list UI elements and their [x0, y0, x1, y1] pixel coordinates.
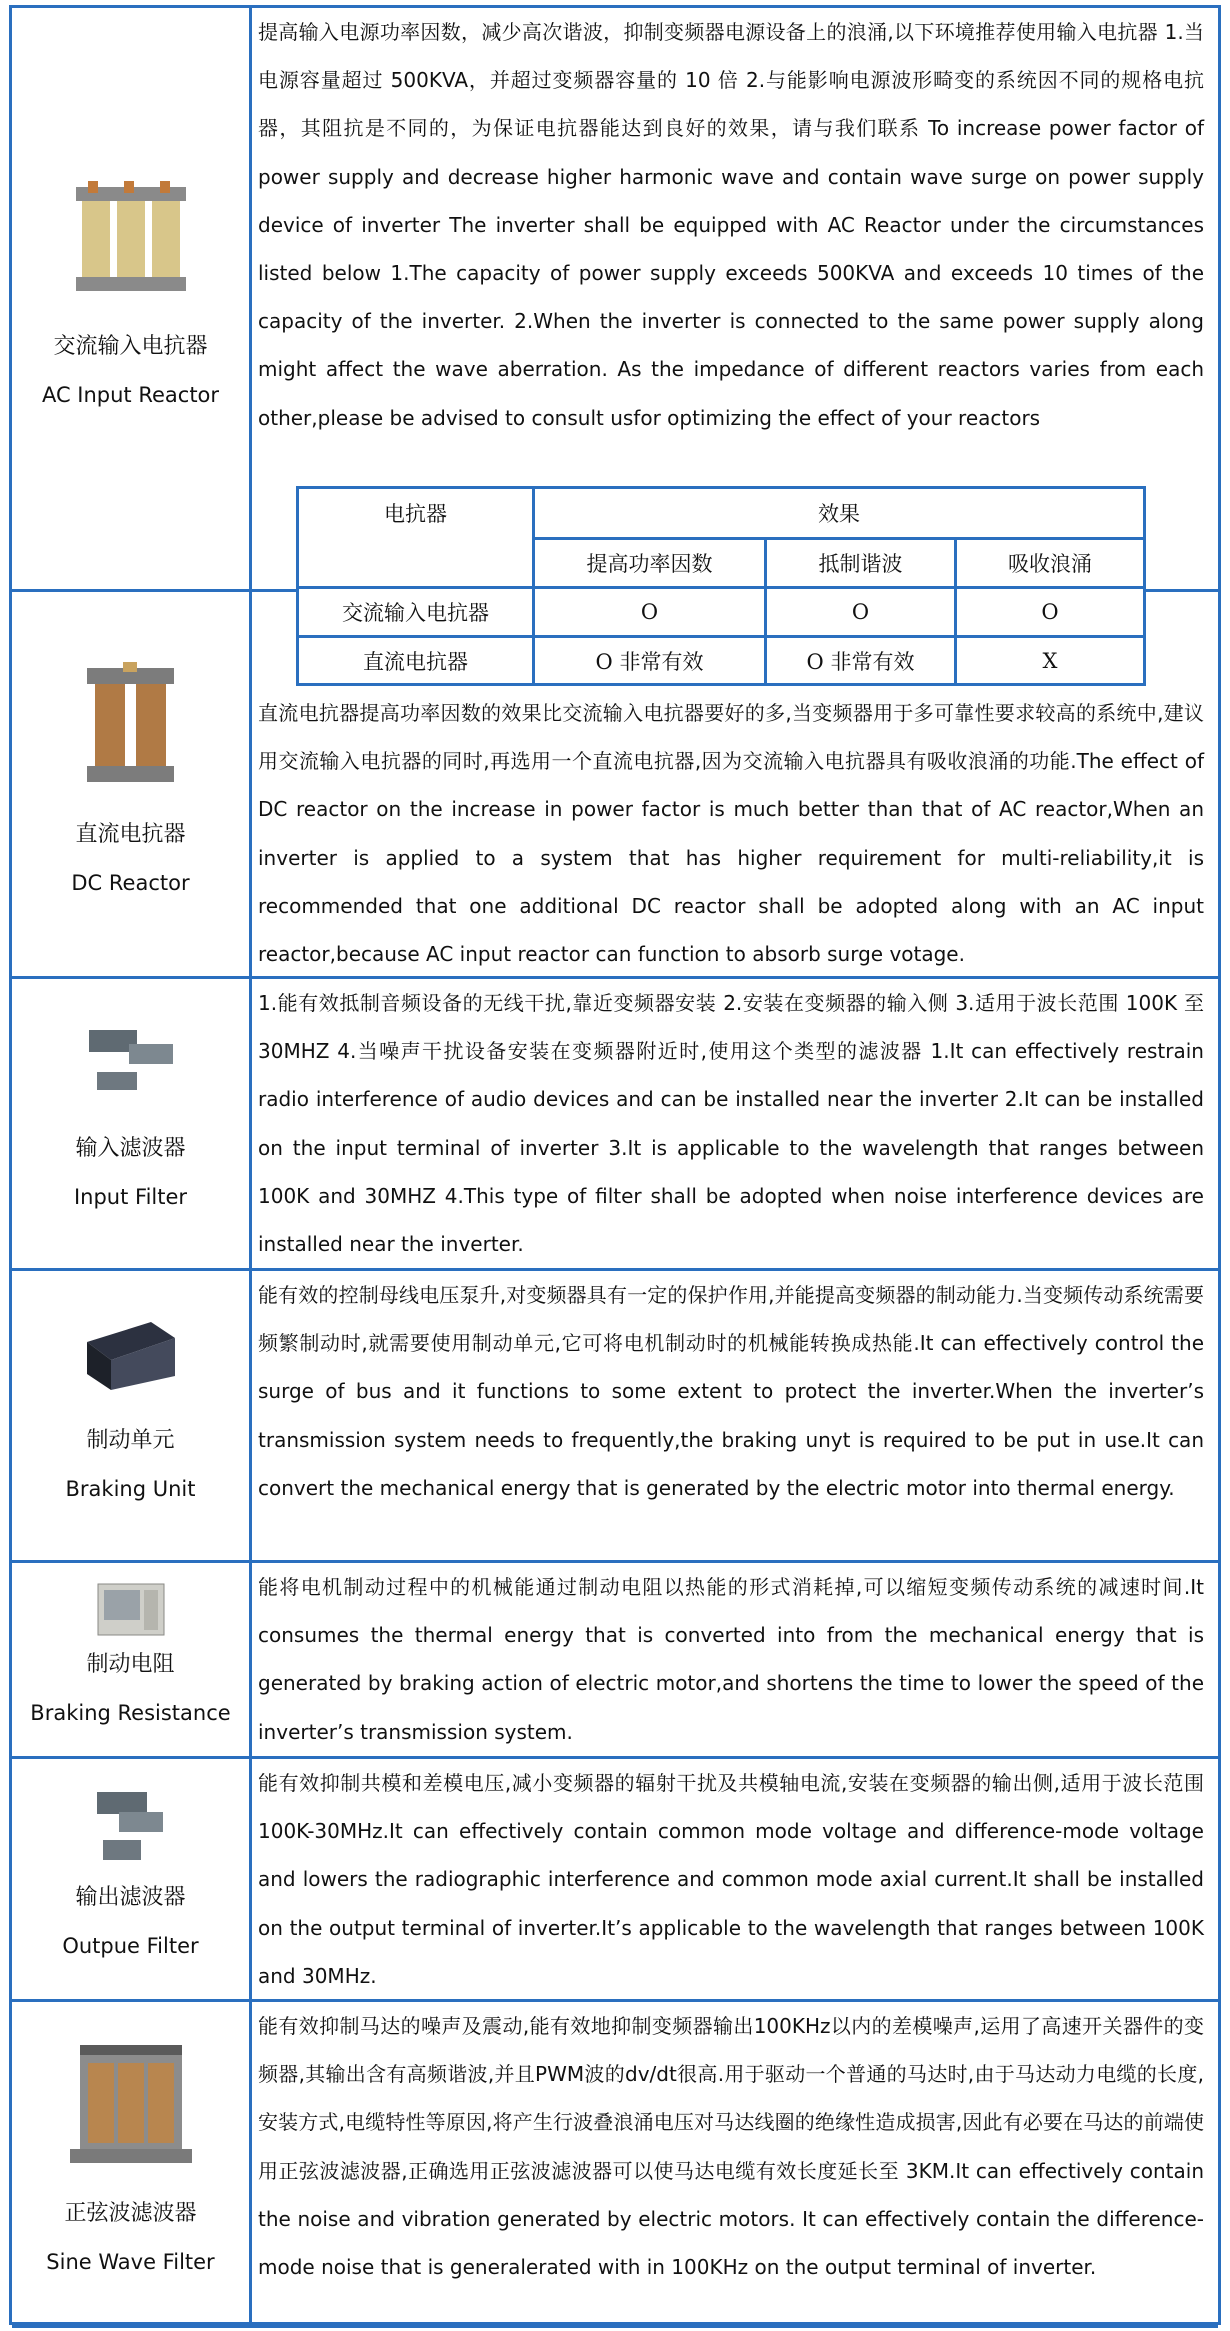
cell-value: O — [640, 600, 659, 624]
description-cell — [252, 1271, 1218, 1560]
cell-value: O — [851, 600, 870, 624]
description-cell — [252, 2002, 1218, 2325]
cell-value: O — [1041, 600, 1059, 624]
cell-value: O 非常有效 — [806, 649, 915, 674]
subheader-surge: 吸收浪涌 — [1008, 552, 1092, 576]
description-text: 能将电机制动过程中的机械能通过制动电阻以热能的形式消耗掉,可以缩短变频传动系统的减速时间.It consumes the thermal energy that is converted into from the mechanical energy that is generated by braking action of electric motor,and shortens the time to lower the speed of the inverter’s transmission system. — [258, 1575, 1204, 1744]
row-title-en: Braking Unit — [65, 1477, 196, 1501]
cell-value: X — [1042, 648, 1058, 673]
dc-reactor-image — [83, 662, 178, 787]
row-braking-unit — [12, 1271, 1218, 1563]
row-title-en: AC Input Reactor — [41, 382, 220, 407]
description-cell — [252, 1563, 1218, 1756]
braking-resistor-image — [96, 1582, 166, 1637]
row-title-en: Input Filter — [73, 1185, 188, 1209]
label-cell — [12, 1271, 252, 1560]
description-cell — [252, 1759, 1218, 1999]
row-name: 交流输入电抗器 — [342, 601, 489, 625]
row-title-cn: 直流电抗器 — [75, 821, 186, 847]
label-cell — [12, 979, 252, 1268]
header-reactor: 电抗器 — [384, 502, 447, 526]
input-filter-image — [83, 1026, 178, 1101]
sine-wave-filter-image — [66, 2041, 196, 2166]
row-input-filter — [12, 979, 1218, 1271]
subheader-power-factor: 提高功率因数 — [586, 552, 713, 576]
cell-value: O 非常有效 — [595, 649, 704, 674]
row-title-en: DC Reactor — [71, 870, 190, 895]
description-text: 直流电抗器提高功率因数的效果比交流输入电抗器要好的多,当变频器用于多可靠性要求较高的系统中,建议用交流输入电抗器的同时,再选用一个直流电抗器,因为交流输入电抗器具有吸收浪涌的功能.The effect of DC reactor on the increase in power factor is much better than that of AC reactor,When an inverter is applied to a system that has higher requirement for multi-reliability,it is recommended that one additional DC reactor shall be adopted along with an AC input reactor,because AC input reactor can function to absorb surge votage. — [258, 701, 1204, 967]
row-title-cn: 输出滤波器 — [75, 1885, 186, 1910]
row-sine-wave-filter — [12, 2002, 1218, 2328]
header-effect: 效果 — [818, 502, 860, 526]
row-title-cn: 正弦波滤波器 — [64, 2201, 197, 2226]
braking-unit-image — [81, 1318, 181, 1393]
row-title-cn: 交流输入电抗器 — [53, 333, 208, 359]
row-title-en: Outpue Filter — [62, 1934, 199, 1958]
description-text: 能有效抑制马达的噪声及震动,能有效地抑制变频器输出100KHz以内的差模噪声,运用了高速开关器件的变频器,其输出含有高频谐波,并且PWM波的dv/dt很高.用于驱动一个普通的马达时,由于马达动力电缆的长度,安装方式,电缆特性等原因,将产生行波叠浪涌电压对马达线圈的绝缘性造成损害,因此有必要在马达的前端使用正弦波滤波器,正确选用正弦波滤波器可以使马达电缆有效长度延长至 3KM.It can effectively contain the noise and vibration generated by electric motors. It can effectively contain the difference-mode noise that is generalerated with in 100KHz on the output terminal of inverter. — [258, 2014, 1204, 2280]
description-text: 能有效的控制母线电压泵升,对变频器具有一定的保护作用,并能提高变频器的制动能力.当变频传动系统需要频繁制动时,就需要使用制动单元,它可将电机制动时的机械能转换成热能.It can effectively control the surge of bus and it functions to some extent to protect the inverter.When the inverter’s transmission system needs to frequently,the braking unyt is required to be put in use.It can convert the mechanical energy that is generated by the electric motor into thermal energy. — [258, 1283, 1204, 1500]
row-braking-resistance — [12, 1563, 1218, 1759]
comparison-table — [296, 486, 1146, 686]
row-title-cn: 制动电阻 — [86, 1652, 175, 1677]
row-title-cn: 输入滤波器 — [75, 1136, 186, 1161]
label-cell — [12, 2002, 252, 2325]
label-cell — [12, 8, 252, 589]
output-filter-image — [91, 1788, 171, 1868]
label-cell — [12, 1759, 252, 1999]
row-title-en: Braking Resistance — [30, 1701, 231, 1725]
row-title-en: Sine Wave Filter — [46, 2250, 215, 2274]
description-cell — [252, 979, 1218, 1268]
description-text: 能有效抑制共模和差模电压,减小变频器的辐射干扰及共模轴电流,安装在变频器的输出侧,适用于波长范围 100K-30MHz.It can effectively contain common mode voltage and difference-mode voltage and lowers the radiographic interference and common mode axial current.It shall be installed on the output terminal of inverter.It’s applicable to the wavelength that ranges between 100K and 30MHz. — [258, 1771, 1204, 1988]
description-text: 提高输入电源功率因数，减少高次谐波，抑制变频器电源设备上的浪涌,以下环境推荐使用输入电抗器 1.当电源容量超过 500KVA，并超过变频器容量的 10 倍 2.与能影响电源波形畸变的系统因不同的规格电抗器，其阻抗是不同的，为保证电抗器能达到良好的效果，请与我们联系 To increase power factor of power supply and decrease higher harmonic wave and contain wave surge on power supply device of inverter The inverter shall be equipped with AC Reactor under the circumstances listed below 1.The capacity of power supply exceeds 500KVA and exceeds 10 times of the capacity of the inverter. 2.When the inverter is connected to the same power supply along might affect the wave aberration. As the impedance of different reactors varies from each other,please be advised to consult usfor optimizing the effect of your reactors — [258, 20, 1204, 430]
row-title-cn: 制动单元 — [86, 1428, 175, 1453]
row-name: 直流电抗器 — [363, 649, 468, 674]
subheader-harmonic: 抵制谐波 — [818, 552, 903, 576]
ac-reactor-image — [66, 179, 196, 299]
description-text: 1.能有效抵制音频设备的无线干扰,靠近变频器安装 2.安装在变频器的输入侧 3.适用于波长范围 100K 至 30MHZ 4.当噪声干扰设备安装在变频器附近时,使用这个类型的滤波器 1.It can effectively restrain radio interference of audio devices and can be installed near the inverter 2.It can be installed on the input terminal of inverter 3.It is applicable to the wavelength that ranges between 100K and 30MHZ 4.This type of filter shall be adopted when noise interference devices are installed near the inverter. — [258, 991, 1204, 1257]
label-cell — [12, 592, 252, 976]
row-output-filter — [12, 1759, 1218, 2002]
product-table — [9, 5, 1221, 2325]
label-cell — [12, 1563, 252, 1756]
